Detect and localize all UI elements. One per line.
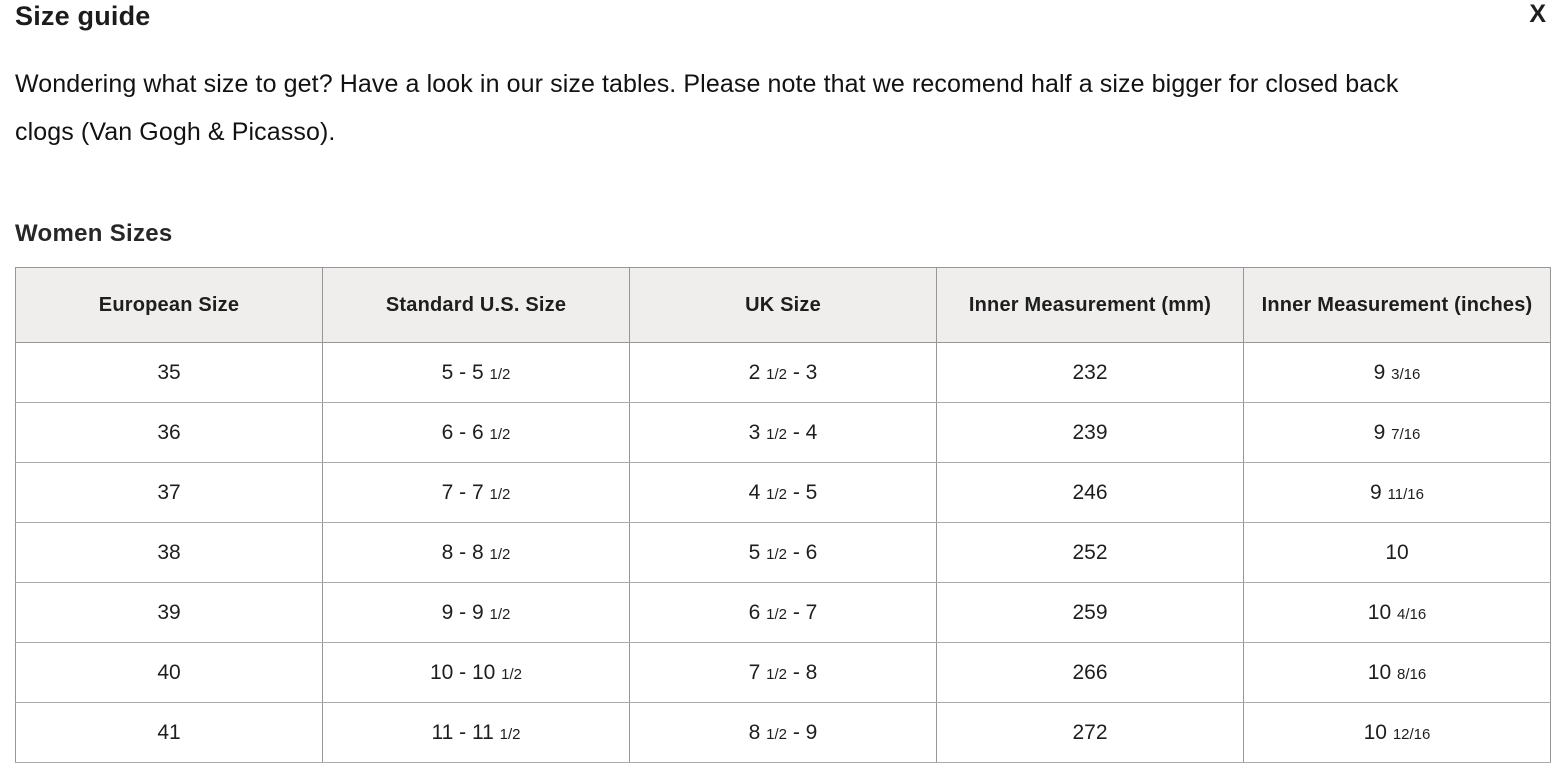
table-cell: 10 8/16 <box>1244 643 1551 703</box>
table-cell: 4 1/2 - 5 <box>630 463 937 523</box>
table-header-row <box>16 268 1551 343</box>
intro-line: Wondering what size to get? Have a look in our size tables. Please note that we recomend half a size bigger for closed back <box>15 70 1399 98</box>
column-header: Inner Measurement (mm) <box>937 268 1244 343</box>
column-header: UK Size <box>630 268 937 343</box>
table-cell: 9 7/16 <box>1244 403 1551 463</box>
table-cell: 10 - 10 1/2 <box>323 643 630 703</box>
table-cell: 8 1/2 - 9 <box>630 703 937 763</box>
table-cell: 232 <box>937 343 1244 403</box>
column-header: Inner Measurement (inches) <box>1244 268 1551 343</box>
table-cell: 246 <box>937 463 1244 523</box>
table-row <box>16 643 1551 703</box>
table-cell: 40 <box>16 643 323 703</box>
close-icon[interactable]: X <box>1529 0 1546 28</box>
table-row <box>16 583 1551 643</box>
table-cell: 10 4/16 <box>1244 583 1551 643</box>
table-cell: 38 <box>16 523 323 583</box>
table-row <box>16 463 1551 523</box>
intro-paragraph <box>15 60 1548 156</box>
column-header: European Size <box>16 268 323 343</box>
table-cell: 7 1/2 - 8 <box>630 643 937 703</box>
women-sizes-heading: Women Sizes <box>15 220 173 247</box>
table-cell: 41 <box>16 703 323 763</box>
table-cell: 2 1/2 - 3 <box>630 343 937 403</box>
table-cell: 10 <box>1244 523 1551 583</box>
modal-header <box>15 0 1548 33</box>
table-cell: 35 <box>16 343 323 403</box>
modal-title: Size guide <box>15 1 151 31</box>
table-row <box>16 403 1551 463</box>
table-cell: 6 - 6 1/2 <box>323 403 630 463</box>
table-cell: 272 <box>937 703 1244 763</box>
table-cell: 9 3/16 <box>1244 343 1551 403</box>
table-cell: 9 11/16 <box>1244 463 1551 523</box>
table-row <box>16 523 1551 583</box>
table-cell: 5 1/2 - 6 <box>630 523 937 583</box>
table-cell: 36 <box>16 403 323 463</box>
table-row <box>16 343 1551 403</box>
table-cell: 259 <box>937 583 1244 643</box>
table-cell: 9 - 9 1/2 <box>323 583 630 643</box>
table-cell: 252 <box>937 523 1244 583</box>
table-cell: 239 <box>937 403 1244 463</box>
table-cell: 37 <box>16 463 323 523</box>
table-cell: 10 12/16 <box>1244 703 1551 763</box>
table-cell: 11 - 11 1/2 <box>323 703 630 763</box>
table-cell: 6 1/2 - 7 <box>630 583 937 643</box>
table-row <box>16 703 1551 763</box>
table-cell: 39 <box>16 583 323 643</box>
table-cell: 5 - 5 1/2 <box>323 343 630 403</box>
intro-line: clogs (Van Gogh & Picasso). <box>15 118 336 146</box>
table-cell: 7 - 7 1/2 <box>323 463 630 523</box>
table-cell: 3 1/2 - 4 <box>630 403 937 463</box>
column-header: Standard U.S. Size <box>323 268 630 343</box>
women-sizes-table <box>15 267 1551 763</box>
table-cell: 8 - 8 1/2 <box>323 523 630 583</box>
table-cell: 266 <box>937 643 1244 703</box>
